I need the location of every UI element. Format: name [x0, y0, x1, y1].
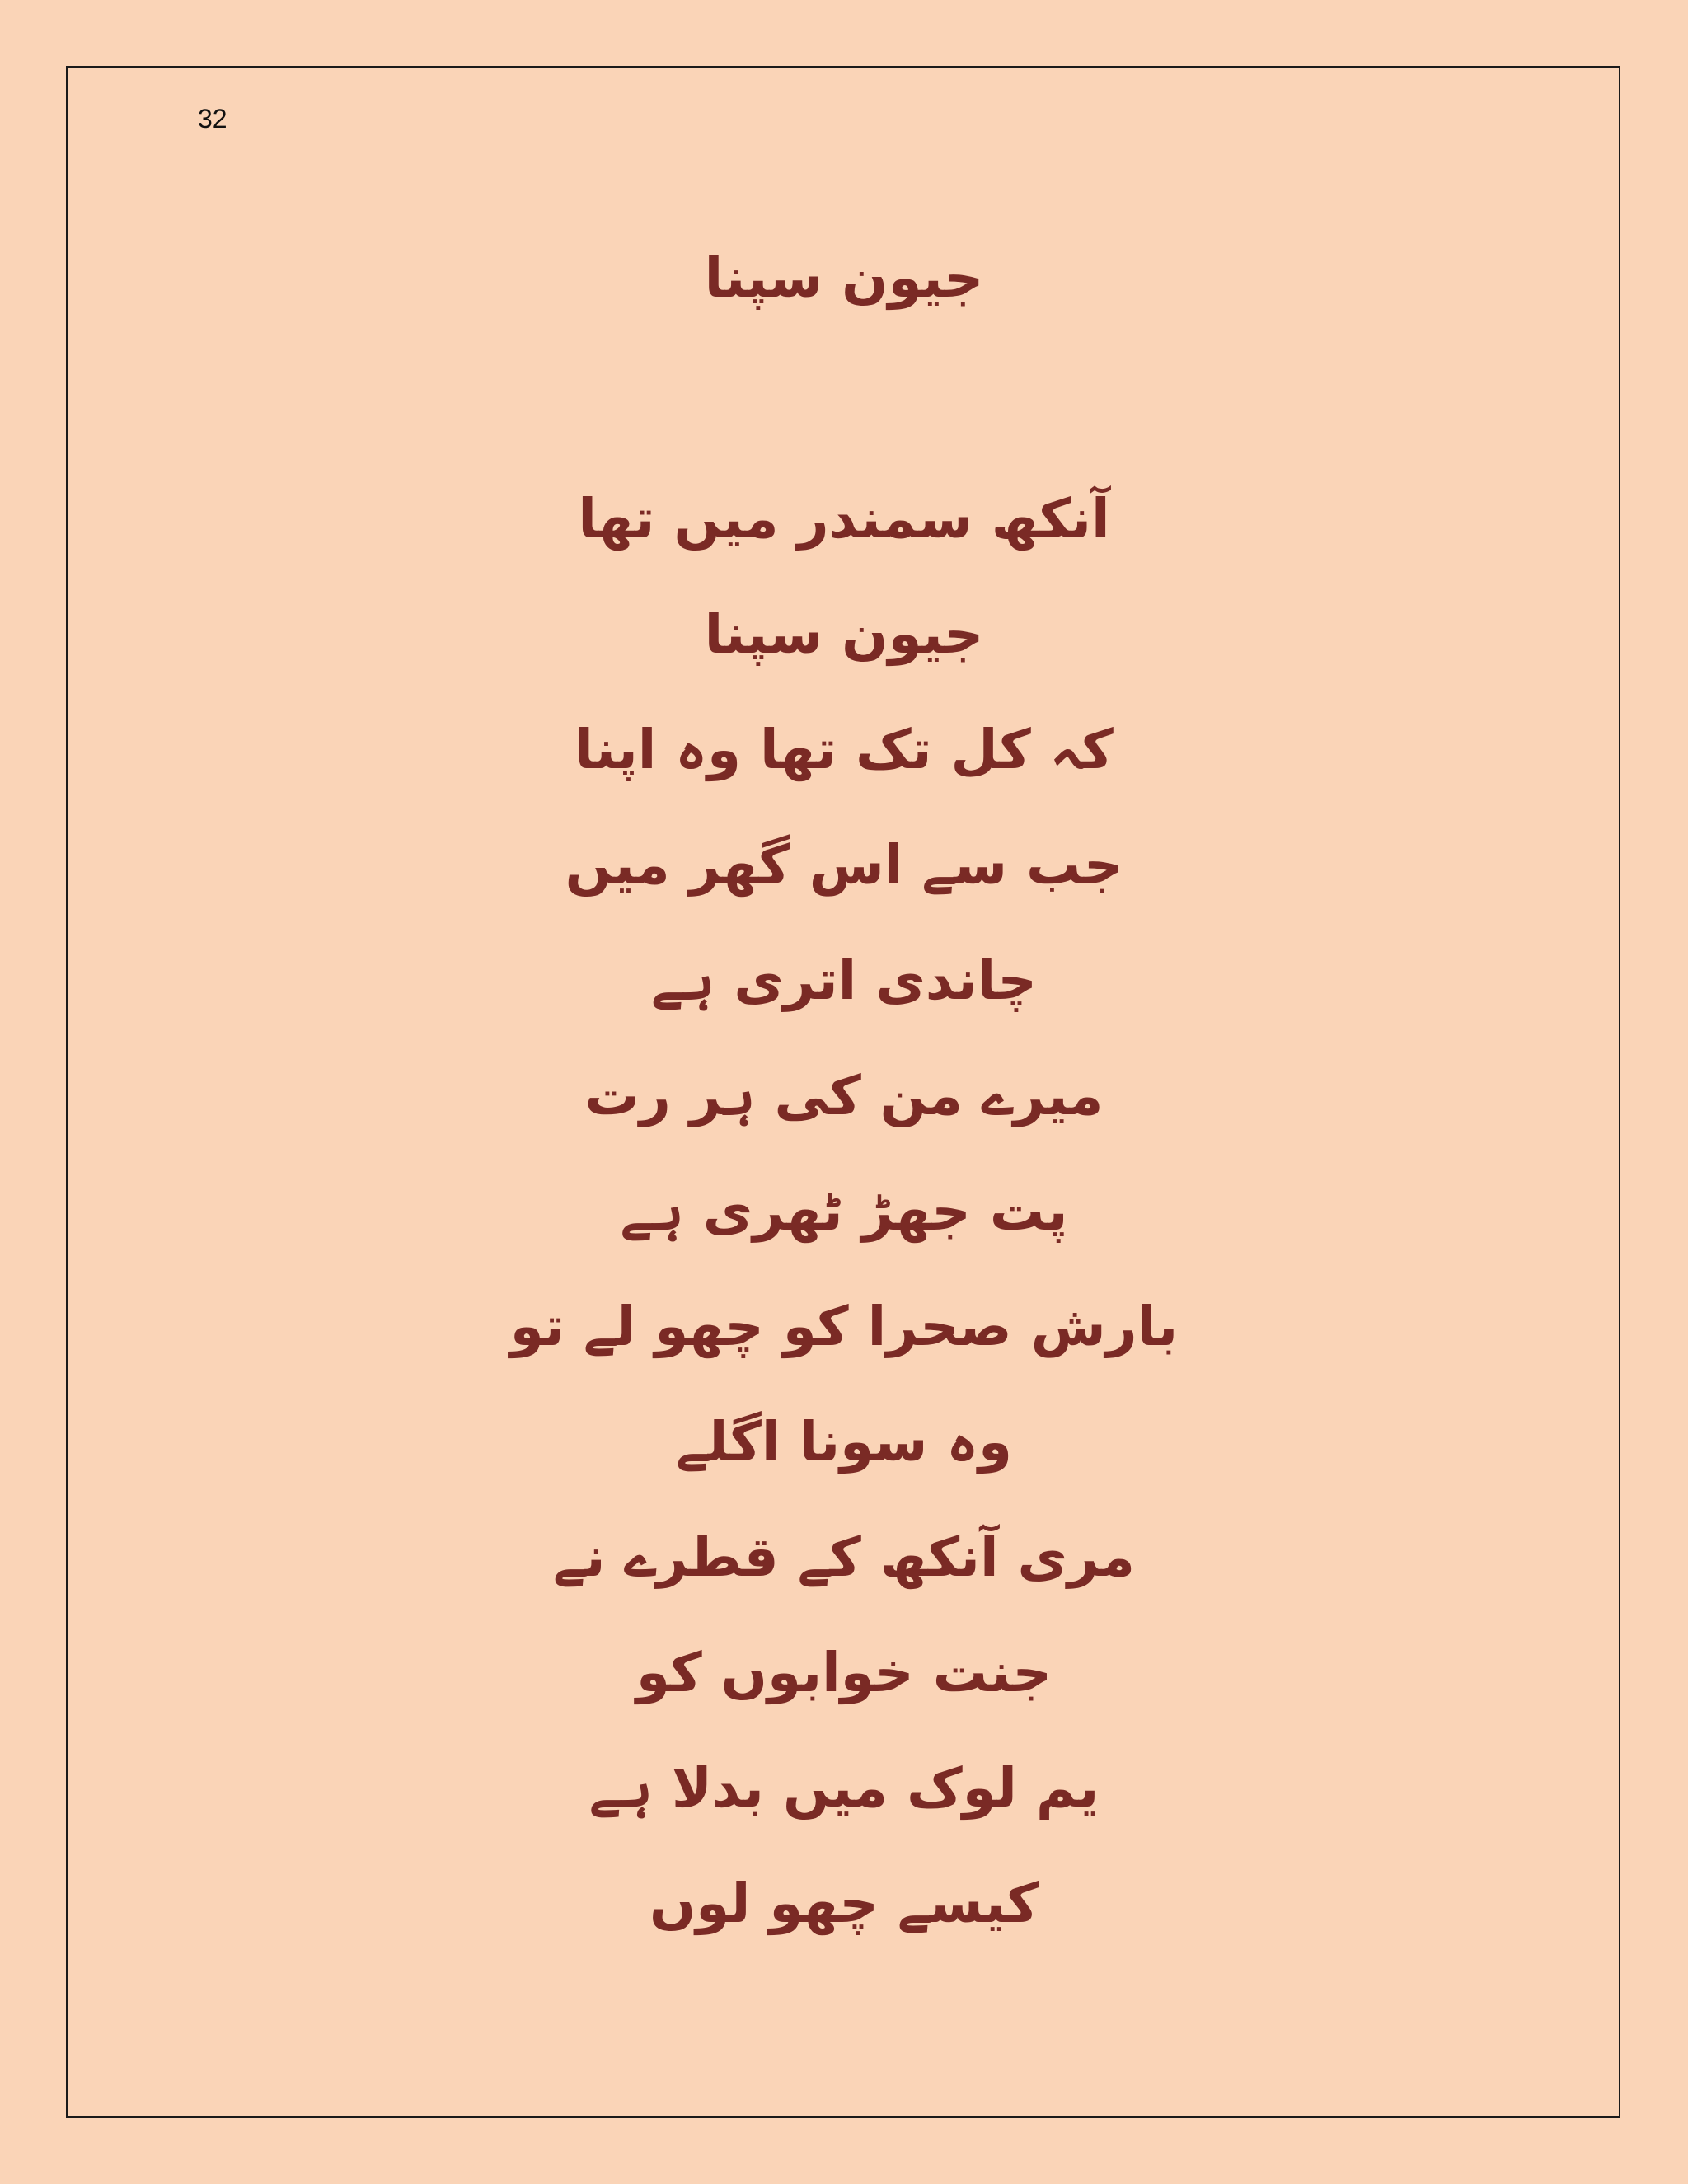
poem-title: جیون سپنا [704, 246, 984, 310]
poem-line: پت جھڑ ٹھری ہے [620, 1179, 1068, 1243]
poem-line: میرے من کی ہر رت [584, 1064, 1104, 1127]
poem-line: جیون سپنا [704, 602, 984, 666]
poem-line: کیسے چھو لوں [649, 1872, 1039, 1935]
poem-line: یم لوک میں بدلا ہے [588, 1756, 1100, 1820]
poem-body [0, 470, 1688, 1970]
poem-line: جب سے اس گھر میں [565, 833, 1123, 897]
poem-line: کہ کل تک تھا وہ اپنا [574, 718, 1114, 781]
page-number: 32 [198, 104, 227, 134]
poem-line: جنت خوابوں کو [635, 1641, 1053, 1704]
poem-line: آنکھ سمندر میں تھا [578, 487, 1110, 551]
poem-line: بارش صحرا کو چھو لے تو [509, 1295, 1179, 1358]
poem-line: چاندی اتری ہے [651, 949, 1037, 1012]
poem-line: مری آنکھ کے قطرے نے [553, 1526, 1135, 1589]
poem-line: وہ سونا اگلے [675, 1410, 1013, 1474]
